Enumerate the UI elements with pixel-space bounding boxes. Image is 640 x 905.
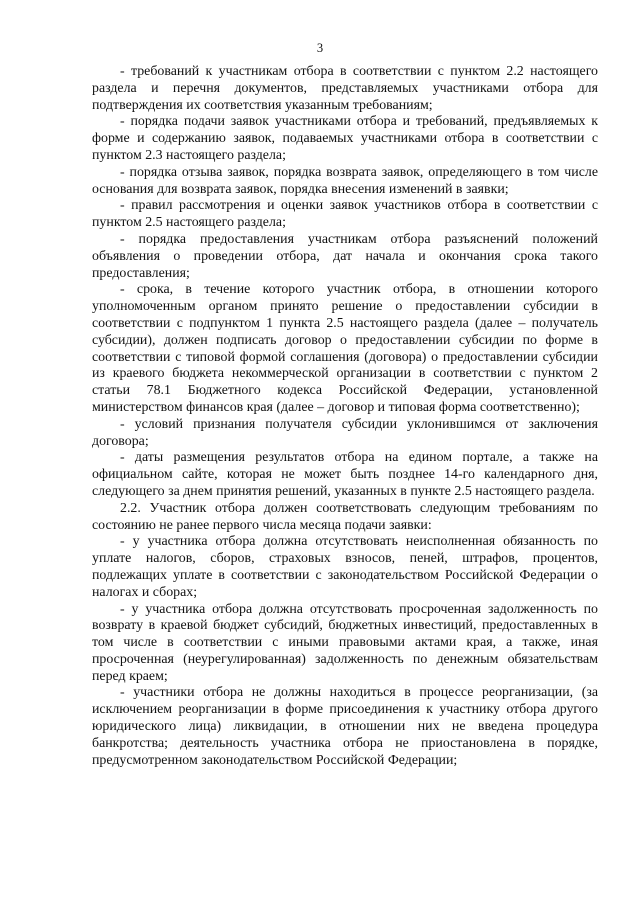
paragraph: - порядка подачи заявок участниками отбора и требований, предъявляемых к форме и содержанию заявок, подаваемых участниками отбора в соответствии с пунктом 2.3 настоящего раздела; — [92, 114, 598, 163]
paragraph: - требований к участникам отбора в соответствии с пунктом 2.2 настоящего раздела и перечня документов, представляемых участниками отбора для подтверждения их соответствия указанным требованиям; — [92, 64, 598, 113]
document-body — [92, 64, 598, 769]
paragraph: - у участника отбора должна отсутствовать неисполненная обязанность по уплате налогов, сборов, страховых взносов, пеней, штрафов, процентов, подлежащих уплате в соответствии с законодательством Российской Федерации о налогах и сборах; — [92, 534, 598, 600]
paragraph: - даты размещения результатов отбора на едином портале, а также на официальном сайте, которая не может быть позднее 14-го календарного дня, следующего за днем принятия решений, указанных в пункте 2.5 настоящего раздела. — [92, 450, 598, 499]
paragraph: - срока, в течение которого участник отбора, в отношении которого уполномоченным органом принято решение о предоставлении субсидии в соответствии с подпунктом 1 пункта 2.5 настоящего раздела (далее – получатель субсидии), должен подписать договор о предоставлении субсидии по форме в соответствии с типовой формой соглашения (договора) о предоставлении субсидии из краевого бюджета некоммерческой организации в соответствии с пунктом 2 статьи 78.1 Бюджетного кодекса Российской Федерации, установленной министерством финансов края (далее – договор и типовая форма соответственно); — [92, 282, 598, 415]
paragraph: - порядка предоставления участникам отбора разъяснений положений объявления о проведении отбора, дат начала и окончания срока такого предоставления; — [92, 231, 598, 281]
paragraph: - правил рассмотрения и оценки заявок участников отбора в соответствии с пунктом 2.5 настоящего раздела; — [92, 198, 598, 231]
section-paragraph: 2.2. Участник отбора должен соответствовать следующим требованиям по состоянию не ранее первого числа месяца подачи заявки: — [92, 500, 598, 533]
paragraph: - порядка отзыва заявок, порядка возврата заявок, определяющего в том числе основания для возврата заявок, порядка внесения изменений в заявки; — [92, 164, 598, 197]
paragraph: - у участника отбора должна отсутствовать просроченная задолженность по возврату в краевой бюджет субсидий, бюджетных инвестиций, предоставленных в том числе в соответствии с иными правовыми актами края, а также, иная просроченная (неурегулированная) задолженность по денежным обязательствам перед краем; — [92, 601, 598, 684]
paragraph: - условий признания получателя субсидии уклонившимся от заключения договора; — [92, 416, 598, 449]
paragraph: - участники отбора не должны находиться в процессе реорганизации, (за исключением реорганизации в форме присоединения к участнику отбора другого юридического лица) ликвидации, в отношении них не введена процедура банкротства; деятельность участника отбора не приостановлена в порядке, предусмотренном законодательством Российской Федерации; — [92, 685, 598, 768]
page-number: 3 — [316, 41, 324, 55]
